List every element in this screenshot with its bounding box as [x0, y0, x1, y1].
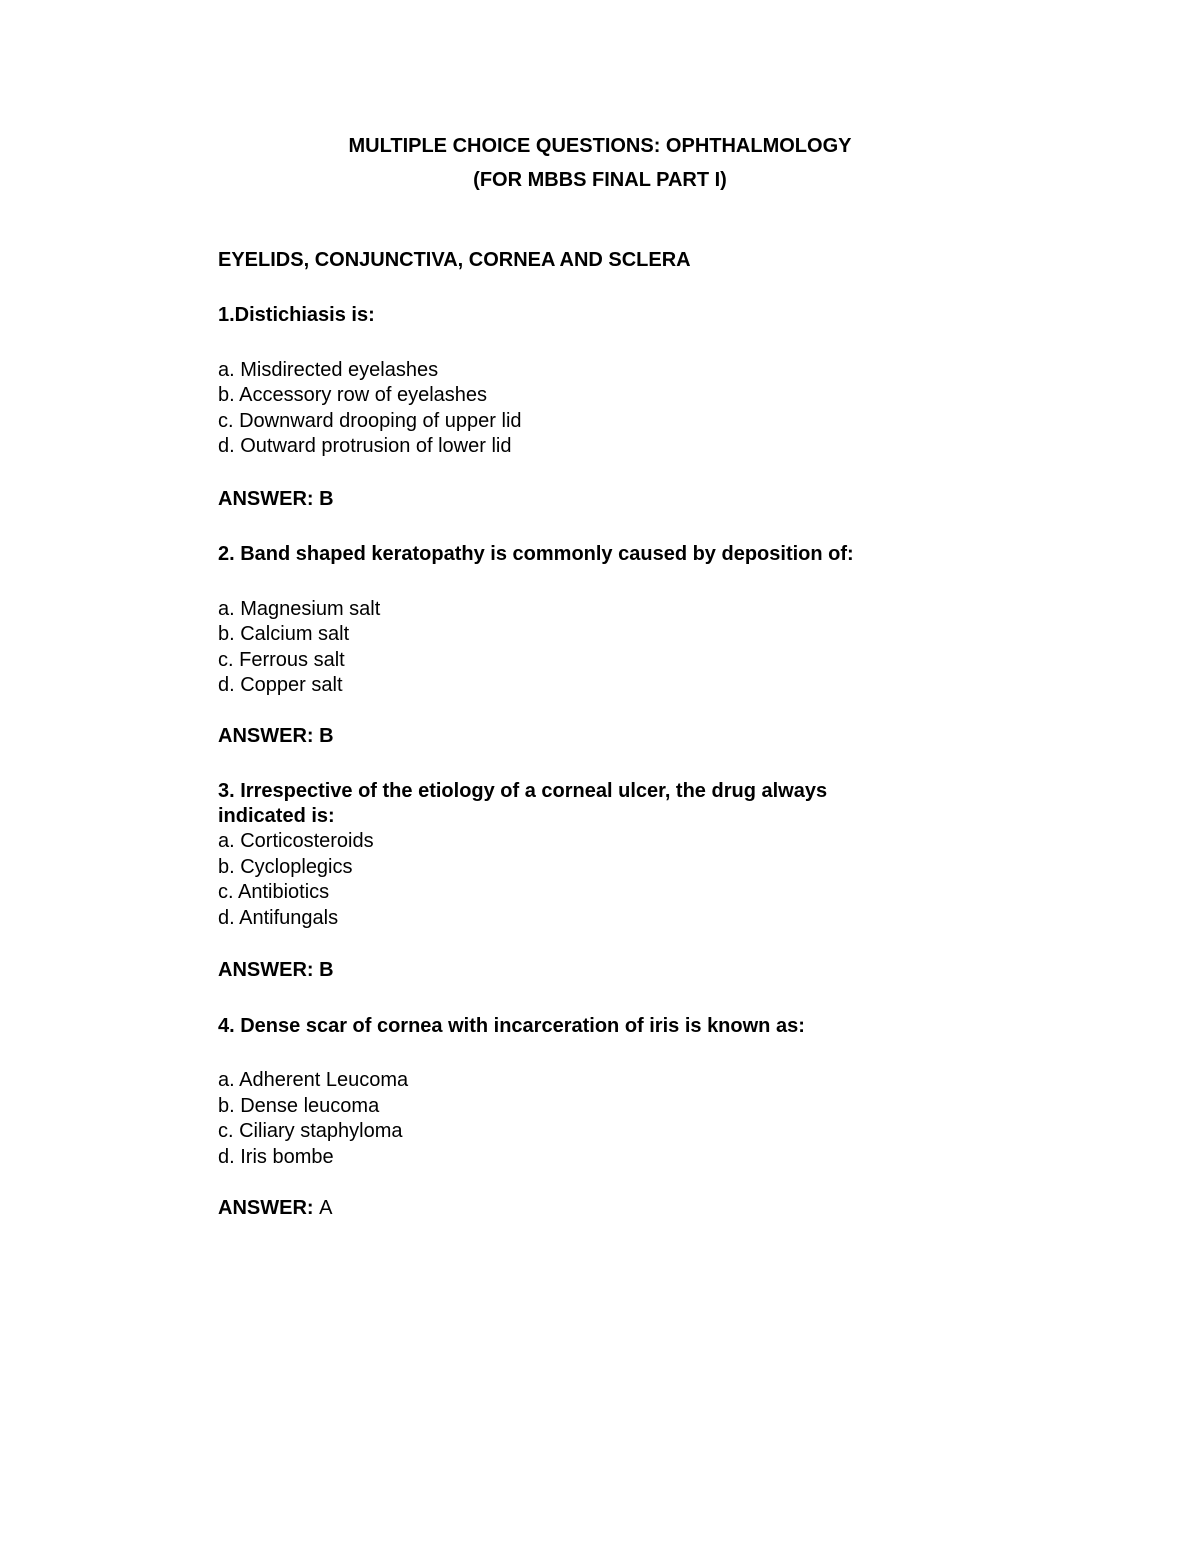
question-3-stem-line-2: indicated is: [218, 805, 335, 827]
answer-label: ANSWER: [218, 1197, 320, 1219]
question-2-option-c: c. Ferrous salt [218, 649, 345, 671]
question-1-option-d: d. Outward protrusion of lower lid [218, 435, 512, 457]
question-1-option-c: c. Downward drooping of upper lid [218, 410, 522, 432]
answer-label: ANSWER: [218, 959, 320, 981]
question-2-answer [218, 724, 334, 748]
question-1-stem: 1.Distichiasis is: [218, 304, 375, 326]
question-4-option-a: a. Adherent Leucoma [218, 1069, 409, 1091]
question-2-option-b: b. Calcium salt [218, 623, 350, 645]
question-2-option-a: a. Magnesium salt [218, 598, 381, 620]
question-4-stem: 4. Dense scar of cornea with incarceration of iris is known as: [218, 1015, 805, 1037]
question-3-option-a: a. Corticosteroids [218, 830, 374, 852]
question-1-option-b: b. Accessory row of eyelashes [218, 384, 488, 406]
question-2-stem: 2. Band shaped keratopathy is commonly caused by deposition of: [218, 543, 854, 565]
page-subtitle: (FOR MBBS FINAL PART I) [473, 169, 727, 191]
question-3-option-d: d. Antifungals [218, 907, 339, 929]
answer-label: ANSWER: [218, 725, 320, 747]
page-title: MULTIPLE CHOICE QUESTIONS: OPHTHALMOLOGY [348, 135, 852, 157]
question-4-option-b: b. Dense leucoma [218, 1095, 380, 1117]
question-3-option-c: c. Antibiotics [218, 881, 330, 903]
question-4-answer [218, 1196, 332, 1220]
answer-value: B [319, 725, 334, 747]
answer-value: A [319, 1197, 333, 1219]
question-3-answer [218, 958, 334, 982]
question-4-option-d: d. Iris bombe [218, 1146, 334, 1168]
answer-label: ANSWER: [218, 488, 320, 510]
question-1-answer [218, 487, 334, 511]
question-1-option-a: a. Misdirected eyelashes [218, 359, 439, 381]
section-heading: EYELIDS, CONJUNCTIVA, CORNEA AND SCLERA [218, 249, 691, 271]
question-3-option-b: b. Cycloplegics [218, 856, 353, 878]
question-2-option-d: d. Copper salt [218, 674, 343, 696]
question-4-option-c: c. Ciliary staphyloma [218, 1120, 403, 1142]
question-3-stem-line-1: 3. Irrespective of the etiology of a corneal ulcer, the drug always [218, 780, 828, 802]
answer-value: B [319, 959, 334, 981]
answer-value: B [319, 488, 334, 510]
